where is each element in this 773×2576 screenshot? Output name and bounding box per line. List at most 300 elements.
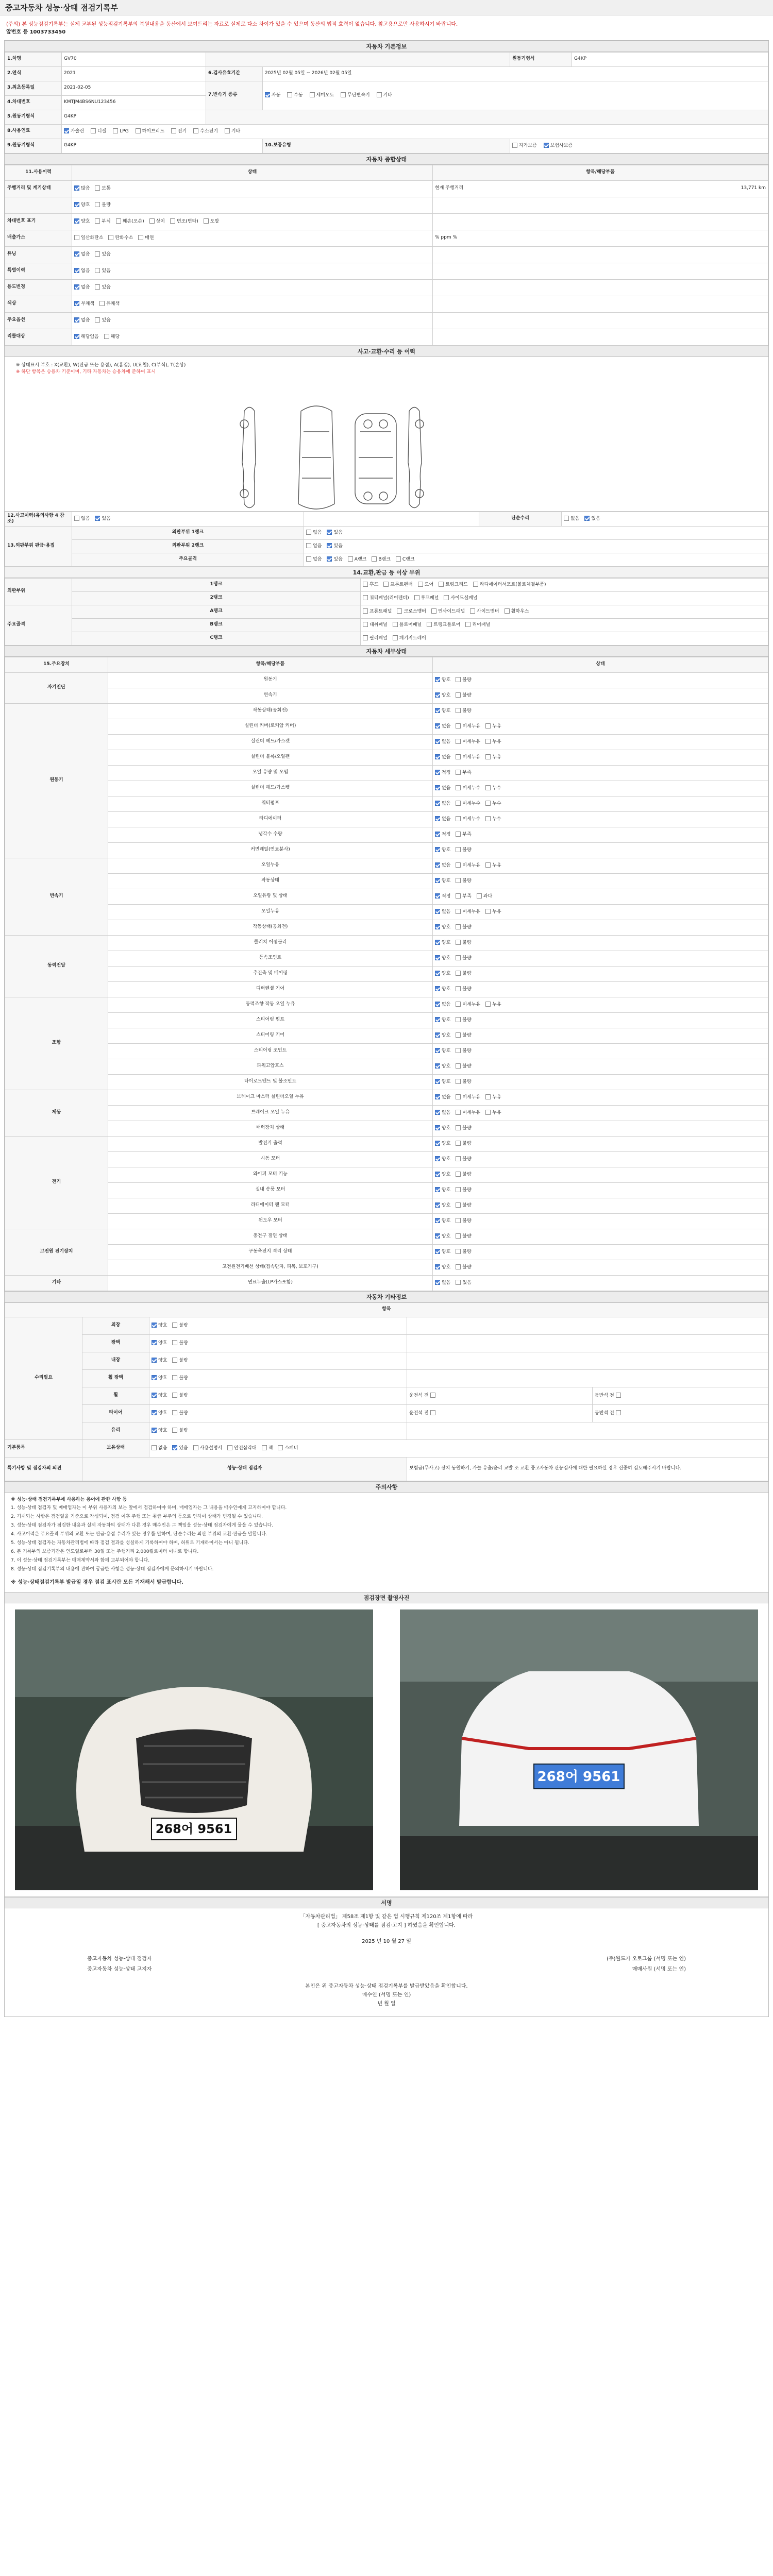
checkbox-icon[interactable] [363, 635, 368, 640]
general-row-options: 많음 보통 [72, 180, 433, 197]
checkbox-icon[interactable] [306, 530, 311, 535]
detail-item: 오일누유 [108, 858, 433, 873]
checkbox-icon[interactable] [435, 940, 440, 945]
checkbox-icon[interactable] [108, 235, 113, 240]
checkbox-icon[interactable] [435, 909, 440, 914]
checkbox-icon[interactable] [363, 595, 368, 600]
checkbox-icon[interactable] [152, 1375, 157, 1380]
page-title: 중고자동차 성능·상태 점검기록부 [0, 0, 773, 15]
checkbox-icon[interactable] [435, 878, 440, 883]
checkbox-icon[interactable] [435, 692, 440, 698]
detail-options: 양호 불량 [433, 920, 768, 935]
general-row [5, 279, 768, 296]
checkbox-icon[interactable] [431, 608, 436, 614]
checkbox-icon[interactable] [456, 1032, 461, 1038]
label-outer: 외판부위 [5, 578, 72, 605]
detail-row [5, 1167, 768, 1182]
checkbox-icon[interactable] [456, 801, 461, 806]
checkbox-icon[interactable] [444, 595, 449, 600]
checkbox-icon[interactable] [74, 218, 79, 224]
other-row [5, 1317, 768, 1334]
checkbox-icon[interactable] [456, 971, 461, 976]
general-row-note [433, 263, 768, 279]
checkbox-icon[interactable] [95, 268, 100, 273]
other-row [5, 1422, 768, 1439]
parts-row: 대쉬패널 플로어패널 트렁크플로어 리어패널 [361, 618, 768, 632]
detail-options: 양호 불량 [433, 672, 768, 688]
detail-item: 실린더 블록/오일팬 [108, 750, 433, 765]
photo-rear [400, 1609, 758, 1890]
detail-item: 브레이크 마스터 실린더오일 누유 [108, 1090, 433, 1105]
car-diagram-area [5, 357, 768, 512]
checkbox-icon[interactable] [456, 739, 461, 744]
detail-item: 추진축 및 베어링 [108, 966, 433, 981]
checkbox-icon[interactable] [435, 1156, 440, 1161]
checkbox-icon[interactable] [435, 1233, 440, 1239]
checkbox-icon[interactable] [435, 1125, 440, 1130]
checkbox-icon[interactable] [456, 754, 461, 759]
checkbox-icon[interactable] [363, 582, 368, 587]
other-item: 내장 [82, 1352, 149, 1369]
checkbox-icon[interactable] [485, 801, 491, 806]
checkbox-icon[interactable] [456, 893, 461, 899]
checkbox-icon[interactable] [74, 317, 79, 323]
section-sign-title: 서명 [5, 1897, 768, 1908]
checkbox-icon[interactable] [427, 622, 432, 627]
detail-row [5, 688, 768, 703]
checkbox-icon[interactable] [341, 92, 346, 97]
checkbox-icon[interactable] [456, 1125, 461, 1130]
checkbox-icon[interactable] [456, 832, 461, 837]
checkbox-icon[interactable] [456, 862, 461, 868]
checkbox-icon[interactable] [327, 556, 332, 562]
checkbox-icon[interactable] [172, 1375, 177, 1380]
label-transmission: 7.변속기 종류 [206, 81, 263, 110]
detail-item: 동력조향 작동 오일 누유 [108, 997, 433, 1012]
checkbox-icon[interactable] [456, 986, 461, 991]
checkbox-icon[interactable] [435, 1032, 440, 1038]
checkbox-icon[interactable] [456, 1249, 461, 1254]
checkbox-icon[interactable] [152, 1445, 157, 1450]
checkbox-icon[interactable] [435, 785, 440, 790]
checkbox-icon[interactable] [172, 1323, 177, 1328]
other-options: 양호 불량 [149, 1404, 407, 1422]
checkbox-icon[interactable] [485, 1094, 491, 1099]
checkbox-icon[interactable] [310, 92, 315, 97]
checkbox-icon[interactable] [435, 1063, 440, 1069]
label-rank1: 외판부위 1랭크 [72, 526, 304, 539]
checkbox-icon[interactable] [435, 1002, 440, 1007]
caution-footer: ※ 성능·상태점검기록부 발급일 경우 점검 표시란 모든 기재해서 발급합니다. [11, 1579, 183, 1585]
parts-title: 14.교환,판금 등 이상 부위 [5, 567, 768, 578]
checkbox-icon[interactable] [456, 1264, 461, 1269]
checkbox-icon[interactable] [138, 235, 143, 240]
checkbox-icon[interactable] [456, 955, 461, 960]
detail-row [5, 1012, 768, 1028]
checkbox-icon[interactable] [414, 595, 419, 600]
checkbox-icon[interactable] [435, 708, 440, 713]
checkbox-icon[interactable] [225, 128, 230, 133]
checkbox-icon[interactable] [512, 143, 517, 148]
checkbox-icon[interactable] [505, 608, 510, 614]
checkbox-icon[interactable] [435, 1218, 440, 1223]
checkbox-icon[interactable] [456, 816, 461, 821]
checkbox-icon[interactable] [485, 1002, 491, 1007]
checkbox-icon[interactable] [171, 128, 176, 133]
checkbox-icon[interactable] [473, 582, 478, 587]
label-motor2: 9.원동기형식 [5, 139, 62, 153]
rank-label: 1랭크 [72, 578, 361, 591]
caution-item: 3. 성능·상태 점검자가 점검한 내용과 실제 자동차의 상태가 다른 경우 매수인은 그 책임을 성능·상태 점검자에게 물을 수 있습니다. [11, 1523, 274, 1529]
detail-row [5, 672, 768, 688]
detail-options: 양호 불량 [433, 951, 768, 966]
label-vin: 4.차대번호 [5, 95, 62, 110]
checkbox-icon[interactable] [456, 940, 461, 945]
detail-row [5, 981, 768, 997]
checkbox-icon[interactable] [435, 832, 440, 837]
checkbox-icon[interactable] [152, 1340, 157, 1345]
checkbox-icon[interactable] [418, 582, 423, 587]
detail-options: 양호 불량 [433, 1229, 768, 1244]
general-row-options: 없음 있음 [72, 279, 433, 296]
checkbox-icon[interactable] [377, 92, 382, 97]
checkbox-icon[interactable] [348, 556, 353, 562]
checkbox-icon[interactable] [456, 770, 461, 775]
checkbox-icon[interactable] [383, 582, 389, 587]
detail-item: 변속기 [108, 688, 433, 703]
checkbox-icon[interactable] [435, 847, 440, 852]
parts-row: 필러패널 패키지트레이 [361, 632, 768, 645]
checkbox-icon[interactable] [456, 847, 461, 852]
detail-row [5, 920, 768, 935]
checkbox-icon[interactable] [616, 1410, 621, 1415]
checkbox-icon[interactable] [485, 723, 491, 728]
checkbox-icon[interactable] [74, 185, 79, 191]
section-exterior-title: 사고·교환·수리 등 이력 [5, 346, 768, 357]
checkbox-icon[interactable] [456, 1187, 461, 1192]
checkbox-icon[interactable] [456, 1063, 461, 1069]
checkbox-icon[interactable] [74, 268, 79, 273]
detail-options: 양호 불량 [433, 981, 768, 997]
checkbox-icon[interactable] [456, 1280, 461, 1285]
other-options: 양호 불량 [149, 1387, 407, 1404]
other-options: 양호 불량 [149, 1369, 407, 1387]
checkbox-icon[interactable] [544, 143, 549, 148]
checkbox-icon[interactable] [95, 185, 100, 191]
checkbox-icon[interactable] [430, 1410, 435, 1415]
checkbox-icon[interactable] [456, 1156, 461, 1161]
detail-head-3: 상태 [433, 657, 768, 672]
checkbox-icon[interactable] [104, 334, 109, 339]
detail-item: 등속조인트 [108, 951, 433, 966]
checkbox-icon[interactable] [172, 1340, 177, 1345]
label-engine: 원동기형식 [510, 52, 572, 66]
general-head-2: 상태 [72, 165, 433, 180]
diagram-legend: ※ 상태표시 부호 : X(교환), W(판금 또는 용접), A(흠집), U(요철), C(부식), T(손상) ※ 하단 항목은 승용차 기준이며, 기타 자동차는 승용차에 준하여 표시 [16, 362, 186, 375]
checkbox-icon[interactable] [95, 516, 100, 521]
checkbox-icon[interactable] [435, 1249, 440, 1254]
checkbox-icon[interactable] [485, 1110, 491, 1115]
parts-row: 쿼터패널(리어펜더) 루프패널 사이드실패널 [361, 591, 768, 605]
general-row-note: % ppm % [433, 230, 768, 246]
checkbox-icon[interactable] [278, 1445, 283, 1450]
accident-table [5, 512, 768, 567]
checkbox-icon[interactable] [435, 1017, 440, 1022]
detail-item: 배력장치 상태 [108, 1121, 433, 1136]
general-head-1: 11.사용이력 [5, 165, 72, 180]
checkbox-icon[interactable] [91, 128, 96, 133]
checkbox-icon[interactable] [99, 301, 105, 306]
checkbox-icon[interactable] [485, 739, 491, 744]
detail-options: 없음 미세누수 누수 [433, 796, 768, 811]
detail-options: 없음 있음 [433, 1275, 768, 1291]
detail-item: 고전원전기배선 상태(접속단자, 피복, 보호기구) [108, 1260, 433, 1275]
detail-group: 전기 [5, 1136, 108, 1229]
checkbox-icon[interactable] [435, 770, 440, 775]
checkbox-icon[interactable] [435, 816, 440, 821]
general-row-note [433, 312, 768, 329]
checkbox-icon[interactable] [485, 862, 491, 868]
checkbox-icon[interactable] [435, 1187, 440, 1192]
checkbox-icon[interactable] [95, 202, 100, 207]
parts-row: 프론트패널 크로스멤버 인사이드패널 사이드멤버 휠하우스 [361, 605, 768, 618]
other-row [5, 1369, 768, 1387]
detail-row [5, 997, 768, 1012]
checkbox-icon[interactable] [435, 1094, 440, 1099]
checkbox-icon[interactable] [435, 971, 440, 976]
checkbox-icon[interactable] [265, 92, 270, 97]
fuel-options: 가솔린 디젤 LPG 하이브리드 전기 수소전기 기타 [62, 124, 768, 139]
checkbox-icon[interactable] [116, 218, 121, 224]
general-row-options: 없음 있음 [72, 263, 433, 279]
checkbox-icon[interactable] [397, 608, 402, 614]
checkbox-icon[interactable] [485, 754, 491, 759]
checkbox-icon[interactable] [172, 1358, 177, 1363]
detail-options: 없음 미세누수 누수 [433, 811, 768, 827]
checkbox-icon[interactable] [456, 1202, 461, 1208]
checkbox-icon[interactable] [287, 92, 292, 97]
detail-options: 양호 불량 [433, 1074, 768, 1090]
checkbox-icon[interactable] [95, 218, 100, 224]
value-engine: G4KP [572, 52, 768, 66]
checkbox-icon[interactable] [456, 1002, 461, 1007]
checkbox-icon[interactable] [64, 128, 69, 133]
checkbox-icon[interactable] [136, 128, 141, 133]
checkbox-icon[interactable] [363, 608, 368, 614]
other-row [5, 1352, 768, 1369]
general-row-label: 용도변경 [5, 279, 72, 296]
checkbox-icon[interactable] [435, 986, 440, 991]
other-options: 양호 불량 [149, 1317, 407, 1334]
checkbox-icon[interactable] [95, 284, 100, 290]
checkbox-icon[interactable] [152, 1428, 157, 1433]
checkbox-icon[interactable] [477, 893, 482, 899]
detail-item: 냉각수 수량 [108, 827, 433, 842]
detail-item: 오일유량 및 상태 [108, 889, 433, 904]
checkbox-icon[interactable] [435, 1172, 440, 1177]
other-item: 휠 광택 [82, 1369, 149, 1387]
detail-item: 스티어링 조인트 [108, 1043, 433, 1059]
detail-item: 스티어링 기어 [108, 1028, 433, 1043]
checkbox-icon[interactable] [435, 1141, 440, 1146]
checkbox-icon[interactable] [456, 909, 461, 914]
general-row-note [433, 296, 768, 312]
checkbox-icon[interactable] [152, 1358, 157, 1363]
checkbox-icon[interactable] [172, 1393, 177, 1398]
checkbox-icon[interactable] [456, 1172, 461, 1177]
rank2-options: 없음 있음 [304, 539, 768, 553]
checkbox-icon[interactable] [456, 692, 461, 698]
checkbox-icon[interactable] [152, 1323, 157, 1328]
checkbox-icon[interactable] [456, 785, 461, 790]
checkbox-icon[interactable] [435, 801, 440, 806]
detail-options: 양호 불량 [433, 688, 768, 703]
checkbox-icon[interactable] [435, 1048, 440, 1053]
special-text: 보험금(무사고) 장치 동원하기, 가늘 유출/윤리 교발 조 교환 중고자동차 관능검사에 대한 필요하실 경우 신중히 검토해주시기 바랍니다. [407, 1457, 768, 1481]
checkbox-icon[interactable] [396, 556, 401, 562]
checkbox-icon[interactable] [456, 1218, 461, 1223]
transmission-options: 자동 수동 세미오토 무단변속기 기타 [263, 81, 768, 110]
checkbox-icon[interactable] [435, 1264, 440, 1269]
checkbox-icon[interactable] [465, 622, 470, 627]
checkbox-icon[interactable] [456, 1141, 461, 1146]
label-motor: 5.원동기형식 [5, 110, 62, 124]
checkbox-icon[interactable] [435, 955, 440, 960]
checkbox-icon[interactable] [456, 1110, 461, 1115]
checkbox-icon[interactable] [435, 1280, 440, 1285]
checkbox-icon[interactable] [95, 251, 100, 257]
label-rank2: 외판부위 2랭크 [72, 539, 304, 553]
checkbox-icon[interactable] [74, 251, 79, 257]
checkbox-icon[interactable] [435, 893, 440, 899]
checkbox-icon[interactable] [152, 1393, 157, 1398]
detail-item: 클러치 어셈블리 [108, 935, 433, 951]
general-row [5, 213, 768, 230]
checkbox-icon[interactable] [456, 1017, 461, 1022]
checkbox-icon[interactable] [172, 1445, 177, 1450]
checkbox-icon[interactable] [456, 924, 461, 929]
checkbox-icon[interactable] [584, 516, 590, 521]
checkbox-icon[interactable] [456, 1079, 461, 1084]
sign-date: 2025 년 10 월 27 일 [362, 1939, 411, 1945]
checkbox-icon[interactable] [306, 543, 311, 548]
checkbox-icon[interactable] [393, 635, 398, 640]
detail-options: 양호 불량 [433, 842, 768, 858]
checkbox-icon[interactable] [435, 924, 440, 929]
detail-head-2: 항목/해당부품 [108, 657, 433, 672]
checkbox-icon[interactable] [435, 677, 440, 682]
checkbox-icon[interactable] [172, 1428, 177, 1433]
checkbox-icon[interactable] [456, 1094, 461, 1099]
section-general-title: 자동차 종합상태 [5, 154, 768, 165]
checkbox-icon[interactable] [363, 622, 368, 627]
checkbox-icon[interactable] [149, 218, 155, 224]
general-table [5, 165, 768, 346]
checkbox-icon[interactable] [327, 530, 332, 535]
detail-options: 양호 불량 [433, 1012, 768, 1028]
detail-row [5, 750, 768, 765]
checkbox-icon[interactable] [470, 608, 475, 614]
checkbox-icon[interactable] [485, 909, 491, 914]
general-row-label: 색상 [5, 296, 72, 312]
checkbox-icon[interactable] [74, 284, 79, 290]
checkbox-icon[interactable] [456, 723, 461, 728]
checkbox-icon[interactable] [193, 1445, 198, 1450]
checkbox-icon[interactable] [204, 218, 209, 224]
checkbox-icon[interactable] [74, 235, 79, 240]
checkbox-icon[interactable] [435, 1110, 440, 1115]
detail-options: 적정 부족 과다 [433, 889, 768, 904]
detail-row [5, 703, 768, 719]
checkbox-icon[interactable] [372, 556, 377, 562]
general-row [5, 246, 768, 263]
general-row-options: 해당없음 해당 [72, 329, 433, 345]
checkbox-icon[interactable] [435, 1079, 440, 1084]
checkbox-icon[interactable] [435, 1202, 440, 1208]
checkbox-icon[interactable] [74, 334, 79, 339]
detail-group: 자기진단 [5, 672, 108, 703]
checkbox-icon[interactable] [456, 1048, 461, 1053]
checkbox-icon[interactable] [306, 556, 311, 562]
checkbox-icon[interactable] [327, 543, 332, 548]
checkbox-icon[interactable] [435, 754, 440, 759]
checkbox-icon[interactable] [74, 202, 79, 207]
rank-label: 2랭크 [72, 591, 361, 605]
checkbox-icon[interactable] [564, 516, 569, 521]
checkbox-icon[interactable] [227, 1445, 232, 1450]
label-warranty: 10.보증유형 [263, 139, 510, 153]
checkbox-icon[interactable] [193, 128, 198, 133]
detail-options: 없음 미세누유 누유 [433, 904, 768, 920]
label-year: 2.연식 [5, 66, 62, 81]
checkbox-icon[interactable] [485, 816, 491, 821]
checkbox-icon[interactable] [456, 708, 461, 713]
checkbox-icon[interactable] [74, 301, 79, 306]
checkbox-icon[interactable] [152, 1410, 157, 1415]
checkbox-icon[interactable] [435, 723, 440, 728]
checkbox-icon[interactable] [456, 1233, 461, 1239]
label-main2: 주요골격 [5, 605, 72, 645]
checkbox-icon[interactable] [74, 516, 79, 521]
general-head-3: 항목/해당부품 [433, 165, 768, 180]
checkbox-icon[interactable] [430, 1393, 435, 1398]
general-row-note [433, 329, 768, 345]
detail-row [5, 1074, 768, 1090]
checkbox-icon[interactable] [435, 862, 440, 868]
accident-options: 없음 있음 [72, 512, 304, 526]
checkbox-icon[interactable] [456, 878, 461, 883]
other-item: 휠 [82, 1387, 149, 1404]
checkbox-icon[interactable] [113, 128, 118, 133]
label-fuel: 8.사용연료 [5, 124, 62, 139]
detail-item: 파워고압호스 [108, 1059, 433, 1074]
other-options: 양호 불량 [149, 1334, 407, 1352]
checkbox-icon[interactable] [95, 317, 100, 323]
general-row-options: 없음 있음 [72, 312, 433, 329]
checkbox-icon[interactable] [393, 622, 398, 627]
detail-row [5, 889, 768, 904]
detail-item: 실린더 커버(로커암 커버) [108, 719, 433, 734]
checkbox-icon[interactable] [485, 785, 491, 790]
sign-line2: [ 중고자동차의 성능·상태를 점검·고지 ] 하였음을 확인합니다. [317, 1923, 456, 1929]
checkbox-icon[interactable] [616, 1393, 621, 1398]
checkbox-icon[interactable] [435, 739, 440, 744]
checkbox-icon[interactable] [172, 1410, 177, 1415]
checkbox-icon[interactable] [262, 1445, 267, 1450]
checkbox-icon[interactable] [456, 677, 461, 682]
checkbox-icon[interactable] [439, 582, 444, 587]
checkbox-icon[interactable] [170, 218, 175, 224]
